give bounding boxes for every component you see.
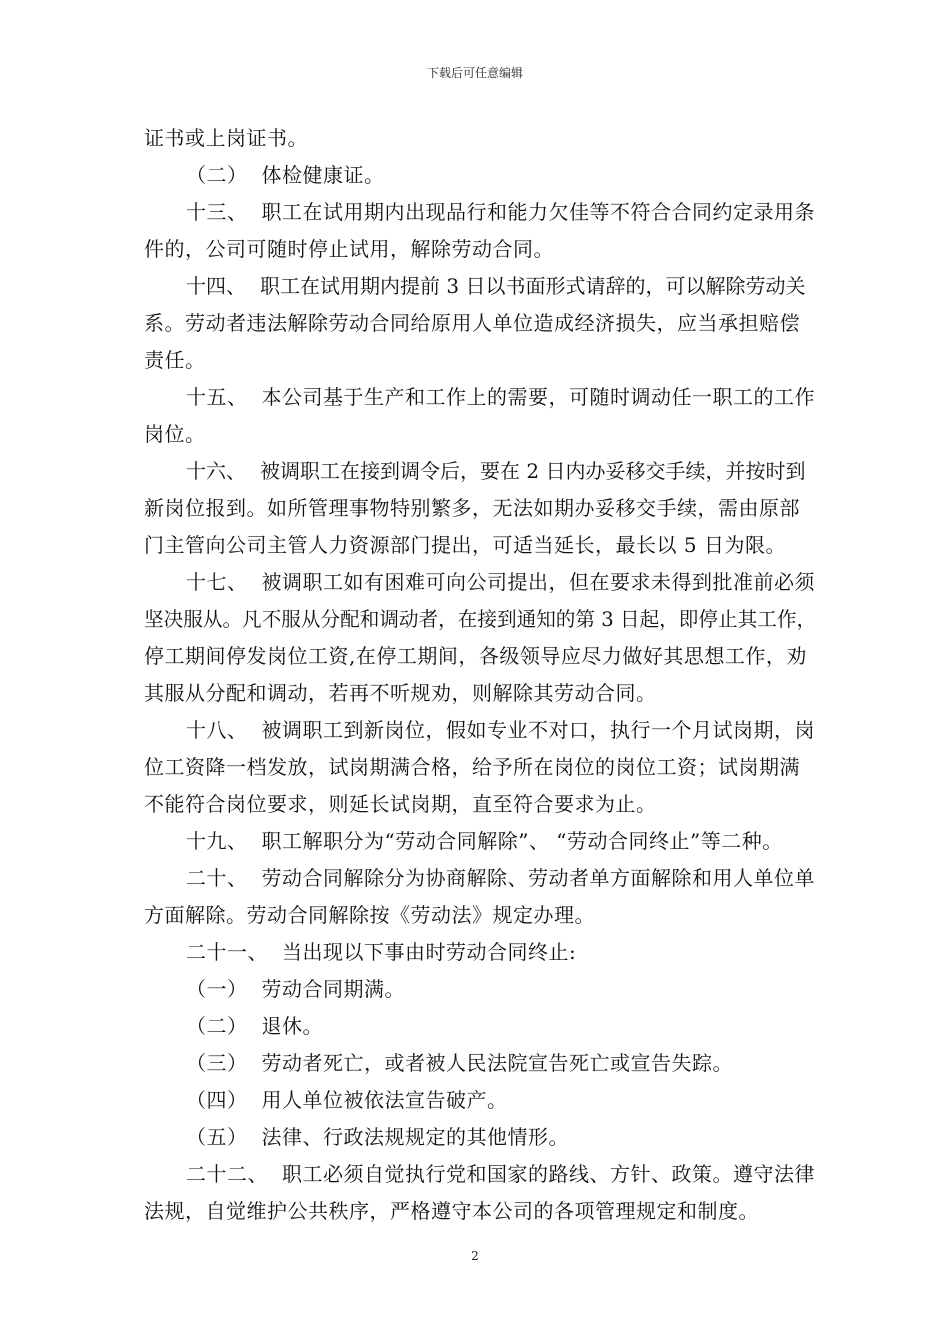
- text-line: [144, 1119, 816, 1156]
- line-text: 退休。: [261, 1014, 323, 1038]
- line-text: 职工在试用期内出现品行和能力欠佳等不符合合同约定录用条: [261, 200, 815, 224]
- text-line: [144, 527, 816, 564]
- line-text: 职工在试用期内提前 3 日以书面形式请辞的，可以解除劳动关: [260, 274, 806, 298]
- line-text: 责任。: [144, 348, 206, 372]
- line-text: 岗位。: [144, 422, 206, 446]
- text-line: [144, 675, 816, 712]
- line-text: 体检健康证。: [261, 163, 385, 187]
- text-line: [144, 1082, 816, 1119]
- line-text: 被调职工如有困难可向公司提出，但在要求未得到批准前必须: [261, 570, 815, 594]
- text-line: [144, 231, 816, 268]
- line-text: 系。劳动者违法解除劳动合同给原用人单位造成经济损失，应当承担赔偿: [144, 311, 800, 335]
- clause-number: 十七、: [186, 570, 248, 594]
- clause-number: 十五、: [186, 385, 248, 409]
- clause-number: （三）: [186, 1051, 248, 1075]
- text-line: [144, 971, 816, 1008]
- page-header: 下载后可任意编辑: [426, 66, 523, 80]
- clause-number: 十九、: [186, 829, 248, 853]
- clause-number: 十八、: [186, 718, 248, 742]
- line-text: 本公司基于生产和工作上的需要，可随时调动任一职工的工作: [261, 385, 815, 409]
- line-text: 不能符合岗位要求，则延长试岗期，直至符合要求为止。: [144, 792, 657, 816]
- clause-number: （二）: [186, 1014, 248, 1038]
- text-line: [144, 712, 816, 749]
- text-line: [144, 305, 816, 342]
- line-text: 当出现以下事由时劳动合同终止:: [282, 940, 577, 964]
- clause-number: （二）: [186, 163, 248, 187]
- text-line: [144, 268, 816, 305]
- text-line: [144, 120, 816, 157]
- text-line: [144, 379, 816, 416]
- text-line: [144, 194, 816, 231]
- line-text: 门主管向公司主管人力资源部门提出，可适当延长，最长以 5 日为限。: [144, 533, 786, 557]
- text-line: [144, 823, 816, 860]
- clause-number: 二十二、: [186, 1162, 268, 1186]
- document-body: [144, 120, 816, 1230]
- text-line: [144, 564, 816, 601]
- line-text: 被调职工到新岗位，假如专业不对口，执行一个月试岗期，岗: [261, 718, 815, 742]
- clause-number: 二十一、: [186, 940, 268, 964]
- text-line: [144, 638, 816, 675]
- line-text: 位工资降一档发放，试岗期满合格，给予所在岗位的岗位工资；试岗期满: [144, 755, 800, 779]
- line-text: 坚决服从。凡不服从分配和调动者，在接到通知的第 3 日起，即停止其工作，: [144, 608, 817, 631]
- line-text: 职工必须自觉执行党和国家的路线、方针、政策。遵守法律: [282, 1162, 815, 1186]
- text-line: [144, 786, 816, 823]
- line-text: 证书或上岗证书。: [144, 126, 308, 150]
- line-text: 被调职工在接到调令后，要在 2 日内办妥移交手续，并按时到: [260, 459, 806, 483]
- line-text: 劳动合同解除分为协商解除、劳动者单方面解除和用人单位单: [261, 866, 815, 890]
- clause-number: （五）: [186, 1125, 248, 1149]
- line-text: 劳动者死亡，或者被人民法院宣告死亡或宣告失踪。: [261, 1051, 733, 1075]
- clause-number: （一）: [186, 977, 248, 1001]
- line-text: 法律、行政法规规定的其他情形。: [261, 1125, 569, 1149]
- text-line: [144, 1008, 816, 1045]
- text-line: [144, 897, 816, 934]
- line-text: 件的，公司可随时停止试用，解除劳动合同。: [144, 237, 554, 261]
- line-text: 劳动合同期满。: [261, 977, 405, 1001]
- line-text: 新岗位报到。如所管理事物特别繁多，无法如期办妥移交手续，需由原部: [144, 496, 800, 520]
- text-line: [144, 749, 816, 786]
- clause-number: 十六、: [186, 459, 246, 483]
- text-line: [144, 490, 816, 527]
- clause-number: 十四、: [186, 274, 246, 298]
- text-line: [144, 157, 816, 194]
- line-text: 用人单位被依法宣告破产。: [261, 1088, 508, 1112]
- text-line: [144, 1156, 816, 1193]
- clause-number: 十三、: [186, 200, 248, 224]
- line-text: 职工解职分为“劳动合同解除”、 “劳动合同终止”等二种。: [261, 829, 783, 853]
- text-line: [144, 453, 816, 490]
- text-line: [144, 601, 816, 638]
- page-number: 2: [471, 1249, 479, 1263]
- line-text: 法规，自觉维护公共秩序，严格遵守本公司的各项管理规定和制度。: [144, 1199, 759, 1223]
- clause-number: 二十、: [186, 866, 248, 890]
- text-line: [144, 1045, 816, 1082]
- clause-number: （四）: [186, 1088, 248, 1112]
- line-text: 方面解除。劳动合同解除按《劳动法》规定办理。: [144, 903, 595, 927]
- line-text: 停工期间停发岗位工资,在停工期间，各级领导应尽力做好其思想工作，劝: [144, 644, 807, 668]
- text-line: [144, 860, 816, 897]
- text-line: [144, 416, 816, 453]
- text-line: [144, 1193, 816, 1230]
- text-line: [144, 342, 816, 379]
- text-line: [144, 934, 816, 971]
- line-text: 其服从分配和调动，若再不听规劝，则解除其劳动合同。: [144, 681, 657, 705]
